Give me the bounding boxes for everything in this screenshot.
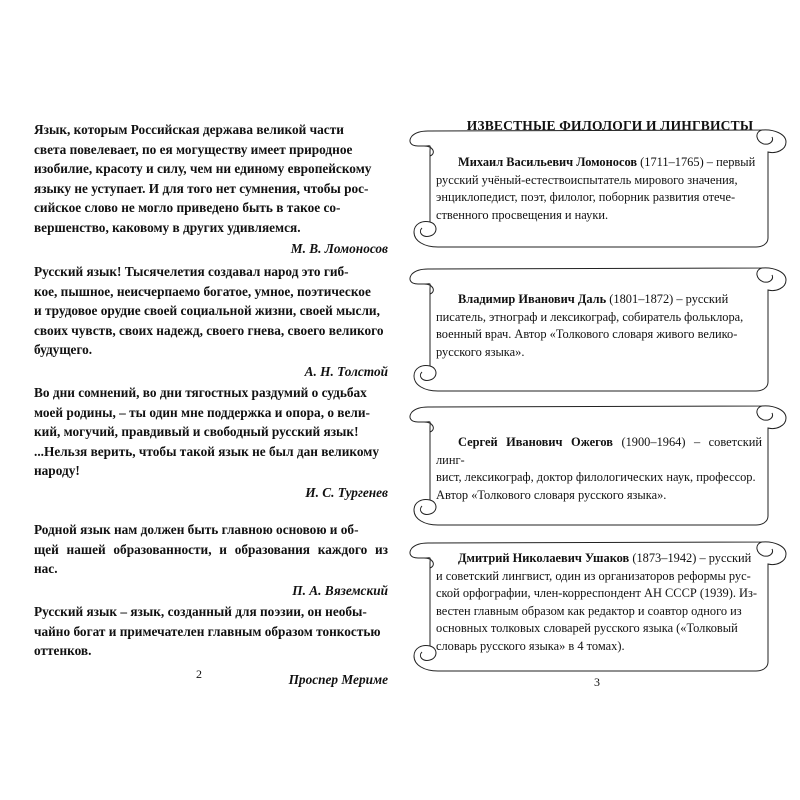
quote-text bbox=[34, 602, 388, 661]
quote-author: П. А. Вяземский bbox=[292, 582, 388, 598]
quote-line: Русский язык – язык, созданный для поэзии, он необы- bbox=[34, 604, 367, 619]
quote-line: щей нашей образованности, и образования каждого из нас. bbox=[34, 541, 388, 576]
quote-line: изобилие, красоту и силу, чем ни единому европейскому bbox=[34, 161, 372, 176]
person-name: Владимир Иванович Даль bbox=[458, 292, 607, 306]
quote-tolstoy bbox=[34, 262, 388, 381]
quote-vyazemsky bbox=[34, 520, 388, 600]
scroll-line: энциклопедист, поэт, филолог, поборник развития отече- bbox=[436, 190, 736, 204]
scroll-ozhegov bbox=[402, 404, 794, 526]
scroll-line: русский учёный-естествоиспытатель мирового значения, bbox=[436, 172, 738, 187]
scroll-line: ской орфографии, член-корреспондент АН СССР (1939). Из- bbox=[436, 586, 758, 600]
quote-lomonosov bbox=[34, 120, 388, 258]
quote-author: А. Н. Толстой bbox=[304, 363, 388, 379]
scroll-lomonosov bbox=[402, 128, 794, 248]
quote-line: оттенков. bbox=[34, 643, 92, 658]
scroll-ushakov bbox=[402, 540, 794, 672]
scroll-line: русского языка». bbox=[436, 344, 525, 359]
page-number: 2 bbox=[196, 667, 202, 681]
scroll-text bbox=[436, 550, 762, 655]
quote-author: И. С. Тургенев bbox=[305, 484, 388, 500]
quote-line: моей родины, – ты один мне поддержка и опора, о вели- bbox=[34, 404, 370, 420]
quote-line: вершенство, каковому в других удивляемся. bbox=[34, 219, 301, 235]
quote-line: Язык, которым Российская держава великой части bbox=[34, 122, 344, 137]
scroll-text bbox=[436, 434, 762, 504]
scroll-line: основных толковых словарей русского языка («Толковый bbox=[436, 621, 738, 635]
quote-line: сийское слово не могло приведено быть в такое со- bbox=[34, 200, 341, 215]
scroll-line: (1900–1964) – советский линг- bbox=[436, 435, 762, 467]
quote-line: чайно богат и примечателен главным образом тонкостью bbox=[34, 623, 381, 639]
quote-line: и трудовое орудие своей социальной жизни, своей мысли, bbox=[34, 303, 380, 318]
quote-line: Русский язык! Тысячелетия создавал народ это гиб- bbox=[34, 264, 349, 279]
quote-line: языку не уступает. И для того нет сумнения, чтобы рос- bbox=[34, 180, 369, 196]
page-number: 3 bbox=[594, 675, 600, 689]
quote-turgenev bbox=[34, 383, 388, 502]
scroll-line: (1711–1765) – первый bbox=[637, 155, 756, 169]
scroll-dal bbox=[402, 266, 794, 392]
quote-text bbox=[34, 120, 388, 237]
quote-line: своих чувств, своих надежд, своего гнева, своего великого bbox=[34, 322, 384, 338]
quote-line: Во дни сомнений, во дни тягостных раздумий о судьбах bbox=[34, 385, 367, 400]
quote-text bbox=[34, 383, 388, 481]
quote-merimee bbox=[34, 602, 388, 689]
scroll-line: словарь русского языка» в 4 томах). bbox=[436, 638, 625, 653]
scroll-line: вестен главным образом как редактор и соавтор одного из bbox=[436, 603, 742, 618]
quote-line: ...Нельзя верить, чтобы такой язык не был дан великому bbox=[34, 443, 379, 459]
quote-author: М. В. Ломоносов bbox=[290, 241, 388, 256]
scroll-line: и советский лингвист, один из организаторов реформы рус- bbox=[436, 568, 751, 583]
quote-text bbox=[34, 262, 388, 360]
quote-line: Родной язык нам должен быть главною основою и об- bbox=[34, 522, 359, 537]
section-title: ИЗВЕСТНЫЕ ФИЛОЛОГИ И ЛИНГВИСТЫ bbox=[466, 118, 754, 133]
scroll-line: ственного просвещения и науки. bbox=[436, 207, 609, 222]
scroll-line: (1801–1872) – русский bbox=[606, 292, 729, 306]
quote-line: народу! bbox=[34, 463, 80, 478]
right-page bbox=[400, 0, 800, 800]
scroll-line: писатель, этнограф и лексикограф, собиратель фольклора, bbox=[436, 309, 744, 324]
scroll-line: военный врач. Автор «Толкового словаря живого велико- bbox=[436, 327, 738, 341]
scroll-line: Автор «Толкового словаря русского языка». bbox=[436, 487, 667, 502]
quote-line: будущего. bbox=[34, 342, 93, 357]
scroll-line: (1873–1942) – русский bbox=[629, 551, 752, 565]
quote-line: кое, пышное, неисчерпаемо богатое, умное, поэтическое bbox=[34, 283, 371, 299]
scroll-text bbox=[436, 154, 762, 224]
quote-text bbox=[34, 520, 388, 579]
person-name: Михаил Васильевич Ломоносов bbox=[458, 155, 638, 169]
quote-author: Проспер Мериме bbox=[288, 671, 388, 687]
quote-line: света повелевает, по ея могуществу имеет природное bbox=[34, 141, 353, 157]
person-name: Дмитрий Николаевич Ушаков bbox=[458, 551, 630, 565]
scroll-text bbox=[436, 291, 762, 361]
quote-line: кий, могучий, правдивый и свободный русский язык! bbox=[34, 424, 359, 439]
person-name: Сергей Иванович Ожегов bbox=[458, 435, 613, 449]
scroll-line: вист, лексикограф, доктор филологических наук, профессор. bbox=[436, 470, 756, 484]
